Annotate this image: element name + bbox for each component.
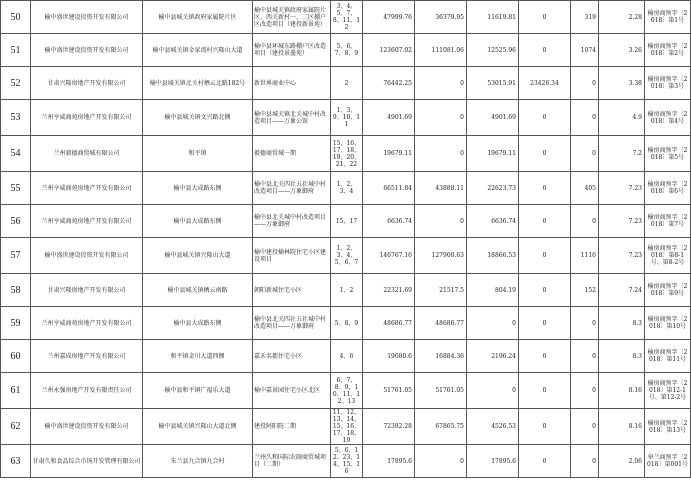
developer-cell: 兰州嘉成房地产开发有限公司 [31,340,143,373]
row-number: 58 [1,274,31,307]
table-row [1,409,691,445]
commercial-area-cell: 12525.96 [467,34,519,67]
price-cell: 7.2 [599,136,645,172]
buildings-cell: 5、6、12、23、14、15、16 [331,445,363,478]
permit-number-cell: 榆房商预字〔2018〕第4号 [645,100,691,136]
developer-cell: 榆中盛世建设投资开发有限公司 [31,409,143,445]
other-area-cell: 152 [571,274,599,307]
office-area-cell: 0 [519,205,571,238]
other-area-cell: 0 [571,373,599,409]
residential-area-cell: 111081.06 [415,34,467,67]
row-number: 53 [1,100,31,136]
total-area-cell: 76442.25 [363,67,415,100]
commercial-area-cell: 0 [467,373,519,409]
price-cell: 8.16 [599,373,645,409]
price-cell: 8.16 [599,409,645,445]
permit-number-cell: 榆房商预字〔2018〕第7号 [645,205,691,238]
table-row [1,307,691,340]
buildings-cell: 3、4、5、7、8、11、12 [331,1,363,34]
table-row [1,34,691,67]
total-area-cell: 4901.69 [363,100,415,136]
location-cell: 和平镇 [143,136,253,172]
residential-area-cell: 0 [415,445,467,478]
commercial-area-cell: 0 [467,307,519,340]
buildings-cell: 1、3、9、10、11 [331,100,363,136]
commercial-area-cell: 19679.11 [467,136,519,172]
other-area-cell: 0 [571,136,599,172]
price-cell: 4.9 [599,100,645,136]
developer-cell: 兰州毅德商贸城有限公司 [31,136,143,172]
project-cell: 毅德商贸城一期 [253,136,331,172]
office-area-cell: 0 [519,100,571,136]
office-area-cell: 0 [519,238,571,274]
total-area-cell: 72392.28 [363,409,415,445]
project-cell: 榆中县环城东路棚户区改造项目（建投景墨苑） [253,34,331,67]
location-cell: 榆中县城关镇文兴路北侧 [143,100,253,136]
location-cell: 榆中县城关镇政府家属院片区 [143,1,253,34]
office-area-cell: 0 [519,445,571,478]
developer-cell: 兰州亨威商苑房地产开发有限公司 [31,205,143,238]
project-cell: 朝阳新城住宅小区 [253,274,331,307]
project-cell: 榆中县北关四社五社城中村改造项目——万象御府 [253,307,331,340]
permit-number-cell: 榆房商预字〔2018〕第2号 [645,34,691,67]
other-area-cell: 405 [571,172,599,205]
price-cell: 7.23 [599,238,645,274]
table-row [1,205,691,238]
commercial-area-cell: 11619.81 [467,1,519,34]
developer-cell: 甘肃久和食品综合市场开发管理有限公司 [31,445,143,478]
residential-area-cell: 16884.36 [415,340,467,373]
permit-number-cell: 榆房商预字〔2018〕第11号 [645,340,691,373]
project-cell: 新世界商业中心 [253,67,331,100]
residential-area-cell: 21517.5 [415,274,467,307]
price-cell: 7.23 [599,205,645,238]
row-number: 55 [1,172,31,205]
location-cell: 榆中县城关镇兴隆山大道 [143,238,253,274]
residential-area-cell: 48686.77 [415,307,467,340]
commercial-area-cell: 804.19 [467,274,519,307]
other-area-cell: 319 [571,1,599,34]
commercial-area-cell: 17895.6 [467,445,519,478]
table-body [1,1,691,478]
project-cell: 榆中县北关四社五社城中村改造项目——万象御府 [253,172,331,205]
buildings-cell: 1、2、3、4 [331,172,363,205]
price-cell: 3.26 [599,34,645,67]
table-row [1,274,691,307]
row-number: 51 [1,34,31,67]
price-cell: 8.3 [599,340,645,373]
location-cell: 榆中县城关镇栖云南路 [143,274,253,307]
commercial-area-cell: 53015.91 [467,67,519,100]
row-number: 62 [1,409,31,445]
other-area-cell: 0 [571,340,599,373]
other-area-cell: 1116 [571,238,599,274]
location-cell: 榆中县城关镇兴隆山大道北侧 [143,409,253,445]
permit-number-cell: 榆房商预字〔2018〕第1号 [645,1,691,34]
office-area-cell: 0 [519,307,571,340]
location-cell: 榆中县城关镇北关村栖云北路182号 [143,67,253,100]
total-area-cell: 6636.74 [363,205,415,238]
table-row [1,340,691,373]
office-area-cell: 0 [519,373,571,409]
buildings-cell: 11、12、13、14、15、16、17、18、19 [331,409,363,445]
developer-cell: 榆中盛世建设投资开发有限公司 [31,1,143,34]
price-cell: 3.38 [599,67,645,100]
buildings-cell: 1、2 [331,274,363,307]
permit-number-cell: 榆房商预字〔2018〕第12-1号、第12-2号 [645,373,691,409]
buildings-cell: 2 [331,67,363,100]
residential-area-cell: 0 [415,136,467,172]
location-cell: 榆中县大成路东侧 [143,172,253,205]
developer-cell: 兰州亨威商苑房地产开发有限公司 [31,172,143,205]
project-cell: 榆中县城关镇北关城中村改造项目——万象公馆 [253,100,331,136]
project-cell: 建投阿阳院二期 [253,409,331,445]
project-cell: 榆中县北关城中村改造项目——万象御府 [253,205,331,238]
project-cell: 榆中嘉景园住宅小区北区 [253,373,331,409]
permit-number-cell: 榆房商预字〔2018〕第5号 [645,136,691,172]
developer-cell: 甘肃兴隆房地产开发有限公司 [31,274,143,307]
project-cell: 榆中建投榆林院住宅小区建设项目 [253,238,331,274]
row-number: 56 [1,205,31,238]
commercial-area-cell: 2196.24 [467,340,519,373]
row-number: 54 [1,136,31,172]
developer-cell: 兰州亨威商苑房地产开发有限公司 [31,307,143,340]
price-cell: 8.3 [599,307,645,340]
total-area-cell: 47999.76 [363,1,415,34]
project-cell: 嘉禾名都住宅小区 [253,340,331,373]
other-area-cell: 1074 [571,34,599,67]
commercial-area-cell: 18866.53 [467,238,519,274]
commercial-area-cell: 4526.53 [467,409,519,445]
table-row [1,172,691,205]
other-area-cell: 0 [571,205,599,238]
table-row [1,1,691,34]
row-number: 59 [1,307,31,340]
buildings-cell: 5、6、7、8、9 [331,34,363,67]
buildings-cell: 6、7、8、9、10、11、12、13 [331,373,363,409]
location-cell: 榆中县城关镇金家湾村兴隆山大道 [143,34,253,67]
table-row [1,238,691,274]
buildings-cell: 15、16、17、18、19、20、21、22 [331,136,363,172]
residential-area-cell: 0 [415,205,467,238]
other-area-cell: 0 [571,445,599,478]
other-area-cell: 0 [571,307,599,340]
residential-area-cell: 0 [415,100,467,136]
residential-area-cell: 51761.05 [415,373,467,409]
residential-area-cell: 67865.75 [415,409,467,445]
office-area-cell: 0 [519,274,571,307]
residential-area-cell: 127900.63 [415,238,467,274]
row-number: 60 [1,340,31,373]
developer-cell: 榆中盛世建设投资开发有限公司 [31,238,143,274]
residential-area-cell: 36379.95 [415,1,467,34]
developer-cell: 榆中盛世建设投资开发有限公司 [31,34,143,67]
office-area-cell: 0 [519,340,571,373]
developer-cell: 兰州亨威商苑房地产开发有限公司 [31,100,143,136]
permit-number-cell: 皋兰商预字〔2018〕第001号 [645,445,691,478]
office-area-cell: 0 [519,172,571,205]
project-cell: 兰州久和国际农副商贸城项目（二期） [253,445,331,478]
office-area-cell: 0 [519,409,571,445]
permit-number-cell: 榆房商预字〔2018〕第13号 [645,409,691,445]
location-cell: 榆中县和平镇广福乐大道 [143,373,253,409]
commercial-area-cell: 6636.74 [467,205,519,238]
other-area-cell: 0 [571,409,599,445]
location-cell: 榆中县大成路东侧 [143,307,253,340]
location-cell: 榆中县大成路东侧 [143,205,253,238]
row-number: 61 [1,373,31,409]
permit-number-cell: 榆房商预字〔2018〕第10号 [645,307,691,340]
location-cell: 和平镇金川大道西侧 [143,340,253,373]
row-number: 50 [1,1,31,34]
buildings-cell: 15、17 [331,205,363,238]
office-area-cell: 0 [519,34,571,67]
developer-cell: 甘肃兴隆房地产开发有限公司 [31,67,143,100]
total-area-cell: 146767.16 [363,238,415,274]
developer-cell: 兰州永强房地产开发有限责任公司 [31,373,143,409]
residential-area-cell: 0 [415,67,467,100]
price-cell: 7.24 [599,274,645,307]
total-area-cell: 123607.02 [363,34,415,67]
permit-number-cell: 榆房商预字〔2018〕第6号 [645,172,691,205]
buildings-cell: 1、2、3、4、5、6、7 [331,238,363,274]
row-number: 57 [1,238,31,274]
total-area-cell: 66511.84 [363,172,415,205]
project-cell: 榆中县城关镇政府家属院片区、西关新村一、二区棚户区改造项目（建投新景苑） [253,1,331,34]
table-row [1,136,691,172]
permit-number-cell: 榆房商预字〔2018〕第3号 [645,67,691,100]
buildings-cell: 5、8、9 [331,307,363,340]
office-area-cell: 0 [519,1,571,34]
commercial-area-cell: 22623.73 [467,172,519,205]
other-area-cell: 0 [571,100,599,136]
price-cell: 2.28 [599,1,645,34]
residential-area-cell: 43888.11 [415,172,467,205]
commercial-area-cell: 4901.69 [467,100,519,136]
total-area-cell: 51761.05 [363,373,415,409]
total-area-cell: 48686.77 [363,307,415,340]
total-area-cell: 22321.69 [363,274,415,307]
table-row [1,67,691,100]
price-cell: 7.23 [599,172,645,205]
total-area-cell: 19080.6 [363,340,415,373]
buildings-cell: 4、6 [331,340,363,373]
row-number: 63 [1,445,31,478]
table-row [1,100,691,136]
office-area-cell: 23426.34 [519,67,571,100]
row-number: 52 [1,67,31,100]
permit-number-cell: 榆房商预字〔2018〕第9号 [645,274,691,307]
total-area-cell: 19679.11 [363,136,415,172]
other-area-cell: 0 [571,67,599,100]
location-cell: 朱兰县九合镇九合村 [143,445,253,478]
table-row [1,445,691,478]
office-area-cell: 0 [519,136,571,172]
permit-number-cell: 榆房商预字〔2018〕第8-1号、第8-2号 [645,238,691,274]
table-row [1,373,691,409]
price-cell: 2.06 [599,445,645,478]
total-area-cell: 17895.6 [363,445,415,478]
